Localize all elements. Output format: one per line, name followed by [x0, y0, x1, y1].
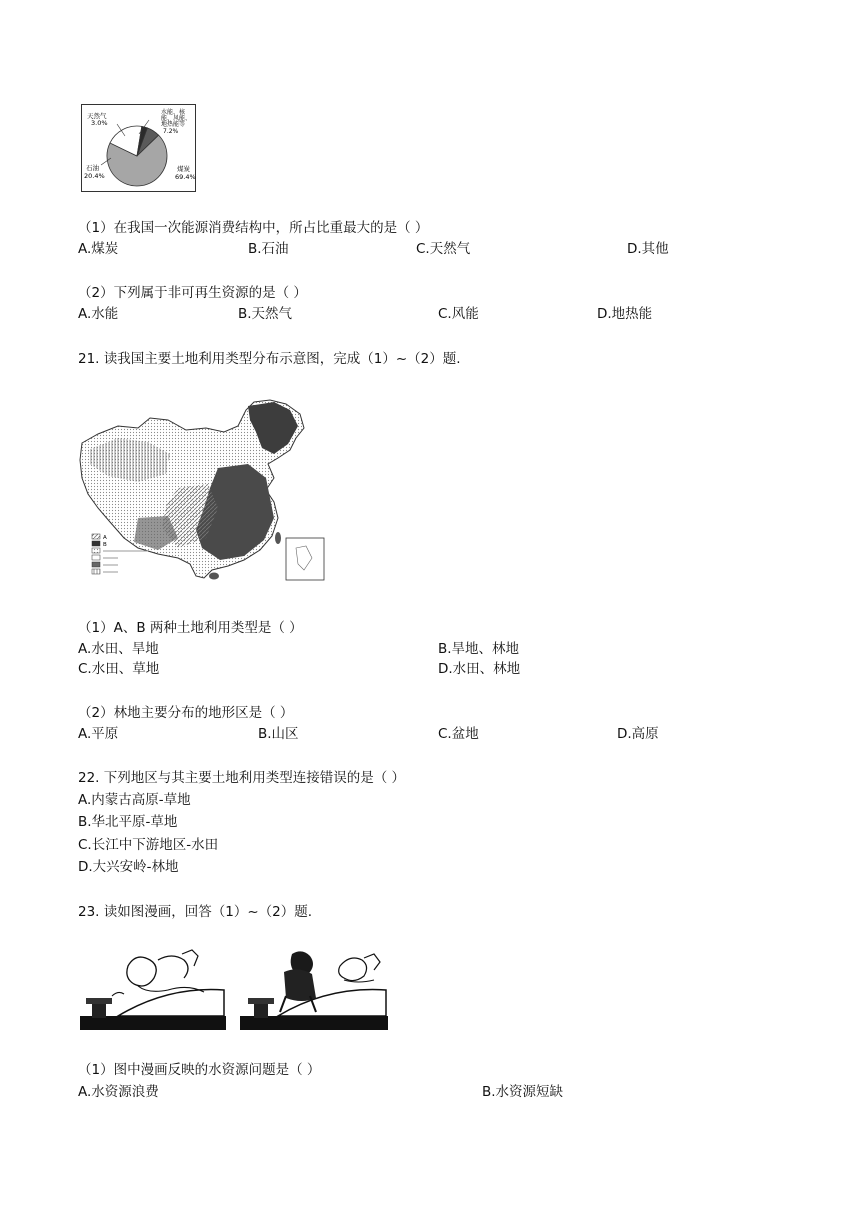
pie-label-renew-3: 地热能等	[161, 121, 186, 128]
q21-sub2-stem: （2）林地主要分布的地形区是（ ）	[78, 705, 294, 721]
cartoon-panel-left	[80, 950, 226, 1030]
pie-label-renew-1: 水能、核	[161, 109, 186, 116]
q22-option-b[interactable]: B.华北平原-草地	[78, 814, 178, 830]
q23-stem: 23. 读如图漫画，回答（1）~（2）题.	[78, 904, 313, 920]
q22-option-d[interactable]: D.大兴安岭-林地	[78, 859, 179, 875]
pie-label-oil-pct: 20.4%	[84, 172, 105, 180]
q21-sub2-option-d[interactable]: D.高原	[617, 726, 659, 742]
q21-sub1-option-c[interactable]: C.水田、草地	[78, 661, 160, 677]
q20-sub2-option-d[interactable]: D.地热能	[597, 306, 653, 322]
q23-sub1-option-a[interactable]: A.水资源浪费	[78, 1084, 159, 1100]
q21-sub1-option-d[interactable]: D.水田、林地	[438, 661, 521, 677]
water-cartoon-figure	[78, 946, 390, 1032]
pie-label-coal-pct: 69.4%	[175, 173, 196, 181]
china-land-use-map-figure	[78, 398, 328, 584]
q20-sub1-option-c[interactable]: C.天然气	[416, 241, 471, 257]
pie-slices	[107, 126, 167, 186]
q22-stem: 22. 下列地区与其主要土地利用类型连接错误的是（ ）	[78, 770, 406, 786]
pie-label-coal: 煤炭	[177, 165, 190, 173]
map-island-hainan	[209, 573, 219, 580]
q21-sub2-option-c[interactable]: C.盆地	[438, 726, 479, 742]
q22-option-c[interactable]: C.长江中下游地区-水田	[78, 837, 219, 853]
q20-sub1-option-a[interactable]: A.煤炭	[78, 241, 119, 257]
china-land-use-map	[78, 398, 328, 584]
q20-sub1-stem: （1）在我国一次能源消费结构中，所占比重最大的是（ ）	[78, 220, 429, 236]
map-legend-a: A	[103, 535, 107, 541]
q21-sub2-option-b[interactable]: B.山区	[258, 726, 299, 742]
q21-sub2-option-a[interactable]: A.平原	[78, 726, 119, 742]
q20-sub2-option-c[interactable]: C.风能	[438, 306, 479, 322]
map-island-taiwan	[275, 532, 281, 544]
q20-sub2-option-b[interactable]: B.天然气	[238, 306, 293, 322]
q20-sub1-option-d[interactable]: D.其他	[627, 241, 669, 257]
q21-sub1-option-a[interactable]: A.水田、旱地	[78, 641, 159, 657]
water-cartoon	[78, 946, 390, 1032]
q21-sub1-stem: （1）A、B 两种土地利用类型是（ ）	[78, 620, 303, 636]
q23-sub1-option-b[interactable]: B.水资源短缺	[482, 1084, 564, 1100]
cartoon-panel-right	[240, 951, 388, 1030]
map-legend-b: B	[103, 542, 107, 548]
q20-sub2-stem: （2）下列属于非可再生资源的是（ ）	[78, 285, 307, 301]
energy-pie-chart	[81, 104, 196, 192]
q22-option-a[interactable]: A.内蒙古高原-草地	[78, 792, 191, 808]
q21-stem: 21. 读我国主要土地利用类型分布示意图，完成（1）~（2）题.	[78, 351, 461, 367]
pie-label-oil: 石油	[86, 164, 99, 172]
pie-label-renew-2: 能、风能、	[161, 115, 192, 122]
map-south-sea-inset	[286, 538, 324, 580]
energy-pie-figure	[81, 104, 196, 192]
q23-sub1-stem: （1）图中漫画反映的水资源问题是（ ）	[78, 1062, 321, 1078]
pie-label-renew-pct: 7.2%	[163, 128, 179, 135]
pie-label-gas: 天然气	[87, 112, 107, 120]
q20-sub2-option-a[interactable]: A.水能	[78, 306, 119, 322]
q21-sub1-option-b[interactable]: B.旱地、林地	[438, 641, 520, 657]
q20-sub1-option-b[interactable]: B.石油	[248, 241, 289, 257]
pie-label-gas-pct: 3.0%	[91, 119, 108, 127]
